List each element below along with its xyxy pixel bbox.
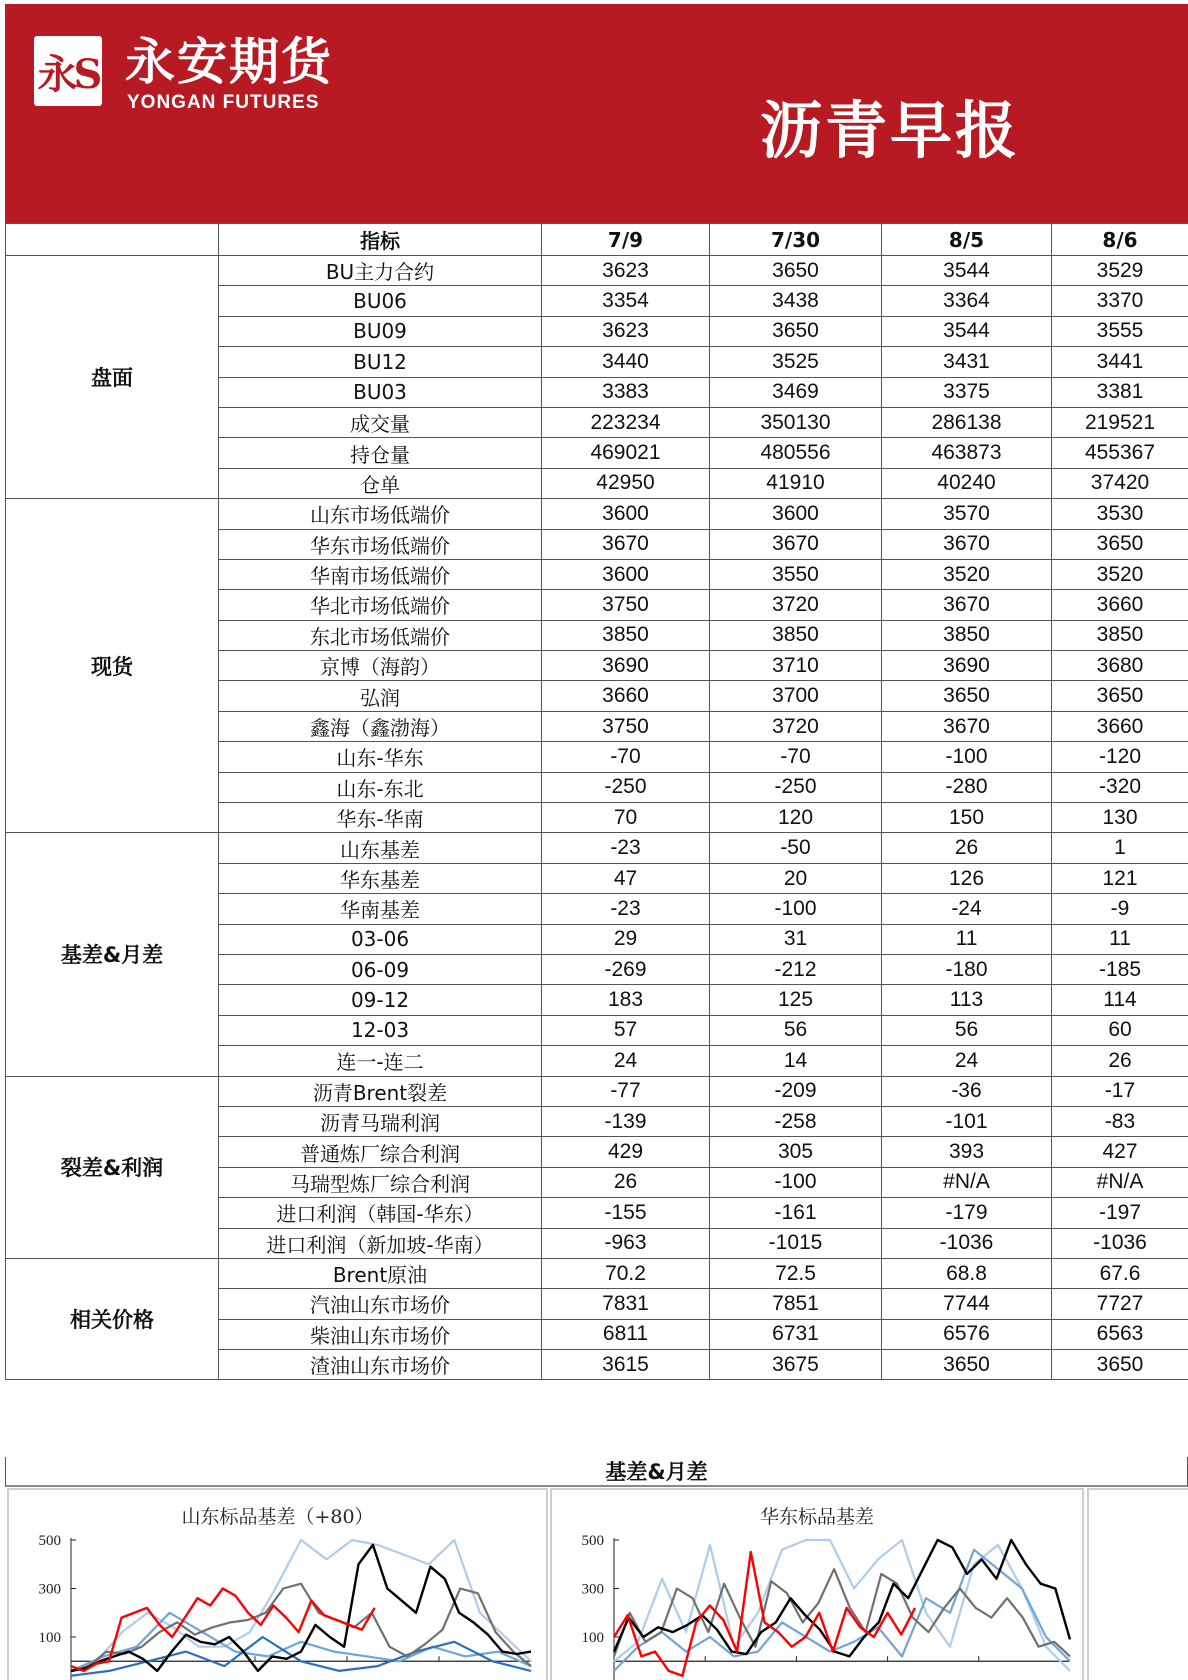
- value-cell: -185: [1052, 954, 1188, 984]
- value-cell: -83: [1052, 1106, 1188, 1136]
- value-cell: 286138: [882, 407, 1052, 437]
- value-cell: 3370: [1052, 286, 1188, 316]
- indicator-label: 山东市场低端价: [219, 499, 542, 529]
- column-header-date: 7/30: [710, 224, 882, 256]
- value-cell: 219521: [1052, 407, 1188, 437]
- indicator-label: 沥青Brent裂差: [219, 1076, 542, 1106]
- value-cell: -250: [710, 772, 882, 802]
- value-cell: 114: [1052, 985, 1188, 1015]
- value-cell: 3544: [882, 316, 1052, 346]
- value-cell: -100: [882, 742, 1052, 772]
- brand-name-en: YONGAN FUTURES: [127, 92, 320, 113]
- column-header-indicator: 指标: [219, 224, 542, 256]
- indicator-label: 持仓量: [219, 438, 542, 468]
- y-tick-label: 500: [581, 1533, 604, 1549]
- value-cell: #N/A: [882, 1167, 1052, 1197]
- value-cell: -1036: [1052, 1228, 1188, 1258]
- value-cell: -77: [542, 1076, 710, 1106]
- brand-name-cn: 永安期货: [125, 33, 333, 91]
- value-cell: 70.2: [542, 1258, 710, 1288]
- table-row: [6, 833, 1188, 863]
- value-cell: 3850: [542, 620, 710, 650]
- indicator-label: 鑫海（鑫渤海）: [219, 711, 542, 741]
- value-cell: 47: [542, 863, 710, 893]
- value-cell: 3375: [882, 377, 1052, 407]
- value-cell: -258: [710, 1106, 882, 1136]
- value-cell: 3675: [710, 1350, 882, 1380]
- indicator-label: 山东-东北: [219, 772, 542, 802]
- value-cell: 68.8: [882, 1258, 1052, 1288]
- indicator-label: 华北市场低端价: [219, 590, 542, 620]
- value-cell: 3600: [710, 499, 882, 529]
- value-cell: 3623: [542, 256, 710, 286]
- indicator-label: 03-06: [219, 924, 542, 954]
- y-tick-label: 100: [38, 1630, 61, 1646]
- indicator-label: 沥青马瑞利润: [219, 1106, 542, 1136]
- value-cell: 56: [710, 1015, 882, 1045]
- value-cell: 60: [1052, 1015, 1188, 1045]
- value-cell: 7744: [882, 1289, 1052, 1319]
- column-header-category: [6, 224, 219, 256]
- indicator-label: 华东-华南: [219, 803, 542, 833]
- value-cell: 31: [710, 924, 882, 954]
- value-cell: -70: [710, 742, 882, 772]
- indicator-label: 华东基差: [219, 863, 542, 893]
- value-cell: 26: [1052, 1046, 1188, 1076]
- chart-shandong-basis: [7, 1488, 548, 1680]
- value-cell: -24: [882, 894, 1052, 924]
- value-cell: 1: [1052, 833, 1188, 863]
- indicator-label: 06-09: [219, 954, 542, 984]
- value-cell: 26: [542, 1167, 710, 1197]
- value-cell: 3438: [710, 286, 882, 316]
- value-cell: 3660: [542, 681, 710, 711]
- value-cell: -212: [710, 954, 882, 984]
- value-cell: 480556: [710, 438, 882, 468]
- value-cell: 67.6: [1052, 1258, 1188, 1288]
- value-cell: 3670: [542, 529, 710, 559]
- value-cell: 305: [710, 1137, 882, 1167]
- indicator-label: 连一-连二: [219, 1046, 542, 1076]
- chart-line-series-red: [71, 1589, 375, 1671]
- value-cell: -320: [1052, 772, 1188, 802]
- indicator-label: 马瑞型炼厂综合利润: [219, 1167, 542, 1197]
- value-cell: 429: [542, 1137, 710, 1167]
- value-cell: 3670: [882, 529, 1052, 559]
- header-banner: [5, 4, 1188, 223]
- table-row: [6, 1076, 1188, 1106]
- value-cell: -280: [882, 772, 1052, 802]
- value-cell: 29: [542, 924, 710, 954]
- value-cell: 6576: [882, 1319, 1052, 1349]
- value-cell: 469021: [542, 438, 710, 468]
- indicator-label: BU03: [219, 377, 542, 407]
- value-cell: -250: [542, 772, 710, 802]
- value-cell: 463873: [882, 438, 1052, 468]
- value-cell: -23: [542, 833, 710, 863]
- value-cell: 14: [710, 1046, 882, 1076]
- value-cell: 42950: [542, 468, 710, 498]
- value-cell: -100: [710, 1167, 882, 1197]
- table-row: [6, 256, 1188, 286]
- value-cell: 3529: [1052, 256, 1188, 286]
- indicator-label: 汽油山东市场价: [219, 1289, 542, 1319]
- value-cell: 3710: [710, 651, 882, 681]
- value-cell: 455367: [1052, 438, 1188, 468]
- indicator-label: 柴油山东市场价: [219, 1319, 542, 1349]
- value-cell: 3650: [1052, 681, 1188, 711]
- value-cell: -36: [882, 1076, 1052, 1106]
- value-cell: 3650: [710, 256, 882, 286]
- indicator-label: 华南基差: [219, 894, 542, 924]
- value-cell: 427: [1052, 1137, 1188, 1167]
- value-cell: 3680: [1052, 651, 1188, 681]
- value-cell: 3364: [882, 286, 1052, 316]
- value-cell: 125: [710, 985, 882, 1015]
- value-cell: 20: [710, 863, 882, 893]
- indicator-label: 山东基差: [219, 833, 542, 863]
- indicator-label: 渣油山东市场价: [219, 1350, 542, 1380]
- value-cell: -963: [542, 1228, 710, 1258]
- value-cell: 40240: [882, 468, 1052, 498]
- category-cell: 基差&月差: [6, 833, 219, 1076]
- value-cell: -101: [882, 1106, 1052, 1136]
- value-cell: 24: [882, 1046, 1052, 1076]
- value-cell: 3650: [1052, 1350, 1188, 1380]
- value-cell: -179: [882, 1198, 1052, 1228]
- value-cell: 3660: [1052, 590, 1188, 620]
- value-cell: 3670: [882, 590, 1052, 620]
- indicator-label: BU主力合约: [219, 256, 542, 286]
- value-cell: 37420: [1052, 468, 1188, 498]
- value-cell: 3469: [710, 377, 882, 407]
- value-cell: 3750: [542, 711, 710, 741]
- indicator-label: 山东-华东: [219, 742, 542, 772]
- category-cell: 相关价格: [6, 1258, 219, 1380]
- value-cell: 11: [1052, 924, 1188, 954]
- column-header-date: 8/5: [882, 224, 1052, 256]
- logo-icon: 永S: [37, 50, 99, 98]
- value-cell: 3700: [710, 681, 882, 711]
- value-cell: 3600: [542, 499, 710, 529]
- value-cell: 3690: [542, 651, 710, 681]
- value-cell: 70: [542, 803, 710, 833]
- table-body: [6, 256, 1188, 1380]
- value-cell: 150: [882, 803, 1052, 833]
- chart-huadong-basis: [550, 1488, 1084, 1680]
- table-row: [6, 499, 1188, 529]
- value-cell: -9: [1052, 894, 1188, 924]
- value-cell: 350130: [710, 407, 882, 437]
- value-cell: 11: [882, 924, 1052, 954]
- value-cell: 3690: [882, 651, 1052, 681]
- indicator-label: 华南市场低端价: [219, 559, 542, 589]
- value-cell: 120: [710, 803, 882, 833]
- value-cell: -1015: [710, 1228, 882, 1258]
- value-cell: 3520: [882, 559, 1052, 589]
- indicator-label: 仓单: [219, 468, 542, 498]
- value-cell: 393: [882, 1137, 1052, 1167]
- value-cell: 3750: [542, 590, 710, 620]
- category-cell: 现货: [6, 499, 219, 833]
- value-cell: 3670: [710, 529, 882, 559]
- value-cell: 3650: [1052, 529, 1188, 559]
- value-cell: -1036: [882, 1228, 1052, 1258]
- y-tick-label: 300: [581, 1581, 604, 1598]
- indicator-label: 进口利润（韩国-华东）: [219, 1198, 542, 1228]
- category-cell: 盘面: [6, 256, 219, 499]
- indicator-label: BU06: [219, 286, 542, 316]
- value-cell: 72.5: [710, 1258, 882, 1288]
- y-tick-label: 100: [581, 1630, 604, 1646]
- category-cell: 裂差&利润: [6, 1076, 219, 1258]
- indicator-label: 12-03: [219, 1015, 542, 1045]
- value-cell: 3441: [1052, 347, 1188, 377]
- chart-title: 山东标品基差（+80）: [181, 1506, 374, 1528]
- value-cell: 3670: [882, 711, 1052, 741]
- indicator-label: BU09: [219, 316, 542, 346]
- value-cell: 26: [882, 833, 1052, 863]
- value-cell: 3354: [542, 286, 710, 316]
- value-cell: 6811: [542, 1319, 710, 1349]
- value-cell: 41910: [710, 468, 882, 498]
- value-cell: -197: [1052, 1198, 1188, 1228]
- value-cell: 113: [882, 985, 1052, 1015]
- value-cell: 3720: [710, 590, 882, 620]
- company-logo: [34, 36, 102, 106]
- value-cell: 3650: [882, 681, 1052, 711]
- y-tick-label: 500: [38, 1533, 61, 1549]
- asphalt-data-table: [5, 223, 1188, 1380]
- value-cell: -139: [542, 1106, 710, 1136]
- value-cell: -23: [542, 894, 710, 924]
- indicator-label: 09-12: [219, 985, 542, 1015]
- value-cell: 24: [542, 1046, 710, 1076]
- value-cell: 6731: [710, 1319, 882, 1349]
- value-cell: 7727: [1052, 1289, 1188, 1319]
- value-cell: 3550: [710, 559, 882, 589]
- value-cell: -50: [710, 833, 882, 863]
- value-cell: -120: [1052, 742, 1188, 772]
- value-cell: 3660: [1052, 711, 1188, 741]
- value-cell: 3600: [542, 559, 710, 589]
- value-cell: 3383: [542, 377, 710, 407]
- indicator-label: 华东市场低端价: [219, 529, 542, 559]
- value-cell: -180: [882, 954, 1052, 984]
- value-cell: 3544: [882, 256, 1052, 286]
- value-cell: 126: [882, 863, 1052, 893]
- value-cell: 3850: [1052, 620, 1188, 650]
- indicator-label: 进口利润（新加坡-华南）: [219, 1228, 542, 1258]
- value-cell: 3381: [1052, 377, 1188, 407]
- value-cell: -155: [542, 1198, 710, 1228]
- indicator-label: 弘润: [219, 681, 542, 711]
- value-cell: -269: [542, 954, 710, 984]
- chart-line-series-gray: [614, 1569, 1070, 1656]
- value-cell: -161: [710, 1198, 882, 1228]
- value-cell: -209: [710, 1076, 882, 1106]
- value-cell: -70: [542, 742, 710, 772]
- chart-line-series-black: [614, 1540, 1070, 1656]
- value-cell: 6563: [1052, 1319, 1188, 1349]
- value-cell: 3440: [542, 347, 710, 377]
- value-cell: 3570: [882, 499, 1052, 529]
- value-cell: 56: [882, 1015, 1052, 1045]
- value-cell: 3850: [882, 620, 1052, 650]
- value-cell: 7831: [542, 1289, 710, 1319]
- value-cell: 223234: [542, 407, 710, 437]
- value-cell: 183: [542, 985, 710, 1015]
- value-cell: 3530: [1052, 499, 1188, 529]
- value-cell: 3520: [1052, 559, 1188, 589]
- indicator-label: 普通炼厂综合利润: [219, 1137, 542, 1167]
- value-cell: -100: [710, 894, 882, 924]
- value-cell: 130: [1052, 803, 1188, 833]
- table-header-row: [6, 224, 1188, 256]
- value-cell: 3615: [542, 1350, 710, 1380]
- chart-panel-partial: [1087, 1488, 1188, 1680]
- y-tick-label: 300: [38, 1581, 61, 1598]
- indicator-label: Brent原油: [219, 1258, 542, 1288]
- value-cell: 3623: [542, 316, 710, 346]
- column-header-date: 7/9: [542, 224, 710, 256]
- column-header-date: 8/6: [1052, 224, 1188, 256]
- value-cell: 3431: [882, 347, 1052, 377]
- value-cell: 3650: [710, 316, 882, 346]
- value-cell: 3525: [710, 347, 882, 377]
- value-cell: 3720: [710, 711, 882, 741]
- indicator-label: 东北市场低端价: [219, 620, 542, 650]
- value-cell: #N/A: [1052, 1167, 1188, 1197]
- indicator-label: 成交量: [219, 407, 542, 437]
- value-cell: -17: [1052, 1076, 1188, 1106]
- value-cell: 3850: [710, 620, 882, 650]
- section-title-basis-spread: 基差&月差: [5, 1457, 1188, 1487]
- value-cell: 121: [1052, 863, 1188, 893]
- value-cell: 7851: [710, 1289, 882, 1319]
- table-row: [6, 1258, 1188, 1288]
- indicator-label: BU12: [219, 347, 542, 377]
- value-cell: 57: [542, 1015, 710, 1045]
- report-title: 沥青早报: [760, 94, 1021, 167]
- indicator-label: 京博（海韵）: [219, 651, 542, 681]
- value-cell: 3555: [1052, 316, 1188, 346]
- chart-title: 华东标品基差: [759, 1506, 874, 1528]
- value-cell: 3650: [882, 1350, 1052, 1380]
